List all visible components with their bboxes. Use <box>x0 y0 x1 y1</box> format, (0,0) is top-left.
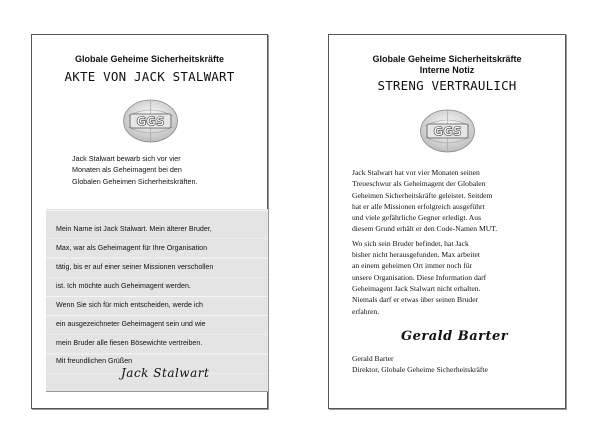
logo-lettering: GGS <box>136 114 165 129</box>
gerald-signature: Gerald Barter <box>401 329 509 344</box>
signer-role: Direktor, Globale Geheime Sicherheitskräfte <box>352 365 488 374</box>
page-title: AKTE VON JACK STALWART <box>64 69 235 84</box>
intro-line: Globalen Geheimen Sicherheitskräften. <box>72 176 198 186</box>
intro-line: Monaten als Geheimagent bei den <box>72 165 182 175</box>
ggs-logo <box>122 98 179 144</box>
memo-line: Geheimagent Jack Stalwart nicht erhalten. <box>352 283 481 293</box>
memo-line: Niemals darf er etwas über seinen Bruder <box>352 295 479 305</box>
signer-name: Gerald Barter <box>352 354 394 363</box>
memo-line: erfahren. <box>352 306 380 316</box>
organization-name: Globale Geheime Sicherheitskräfte <box>74 54 225 64</box>
intro-line: Jack Stalwart bewarb sich vor vier <box>72 154 181 163</box>
memo-paragraph <box>352 167 562 235</box>
memo-line: diesem Grund erhält er den Code-Namen MUT. <box>352 224 498 234</box>
memo-line: und viele gefährliche Gegner erledigt. Aus <box>352 213 482 223</box>
ggs-logo <box>419 108 476 154</box>
jack-signature: Jack Stalwart <box>121 366 210 380</box>
intro-text <box>72 153 262 187</box>
letter-line: Mein Name ist Jack Stalwart. Mein älterer Bruder, <box>56 225 212 233</box>
organization-name: Globale Geheime Sicherheitskräfte <box>372 54 522 64</box>
memo-line: Treueschwur als Geheimagent der Globalen <box>352 179 486 189</box>
memo-subtitle: Interne Notiz <box>419 65 475 75</box>
memo-line: bisher nicht herausgefunden. Max arbeitet <box>352 250 480 260</box>
application-letter-note <box>46 209 268 392</box>
memo-body <box>352 167 562 317</box>
letter-greeting: Mit freundlichen Grüßen <box>56 357 133 365</box>
memo-line: hat er alle Missionen erfolgreich ausgeführt <box>352 201 485 211</box>
memo-line: Geheimen Sicherheitskräfte geleistet. Seitdem <box>352 190 493 200</box>
memo-line: Jack Stalwart hat vor vier Monaten seinen <box>352 168 480 177</box>
memo-line: Wo sich sein Bruder befindet, hat Jack <box>352 238 469 248</box>
letter-line: ein ausgezeichneter Geheimagent sein und wie <box>56 320 206 328</box>
signer-block <box>352 353 488 375</box>
memo-line: unsere Organisation. Diese Information darf <box>352 272 487 282</box>
internal-memo-page <box>328 34 566 409</box>
memo-line: an einem geheimen Ort immer noch für <box>352 261 473 271</box>
page-title: STRENG VERTRAULICH <box>377 78 517 93</box>
letter-line: tätig, bis er auf einer seiner Missionen verschollen <box>56 263 214 271</box>
letter-line: ist. Ich möchte auch Geheimagent werden. <box>56 282 191 290</box>
letter-line: Wenn Sie sich für mich entscheiden, werde ich <box>56 301 203 309</box>
letter-line: Max, war als Geheimagent für Ihre Organisation <box>56 244 208 252</box>
letter-line: mein Bruder alle fiesen Bösewichte vertreiben. <box>56 339 203 347</box>
logo-lettering: GGS <box>433 124 462 139</box>
memo-paragraph <box>352 238 562 317</box>
